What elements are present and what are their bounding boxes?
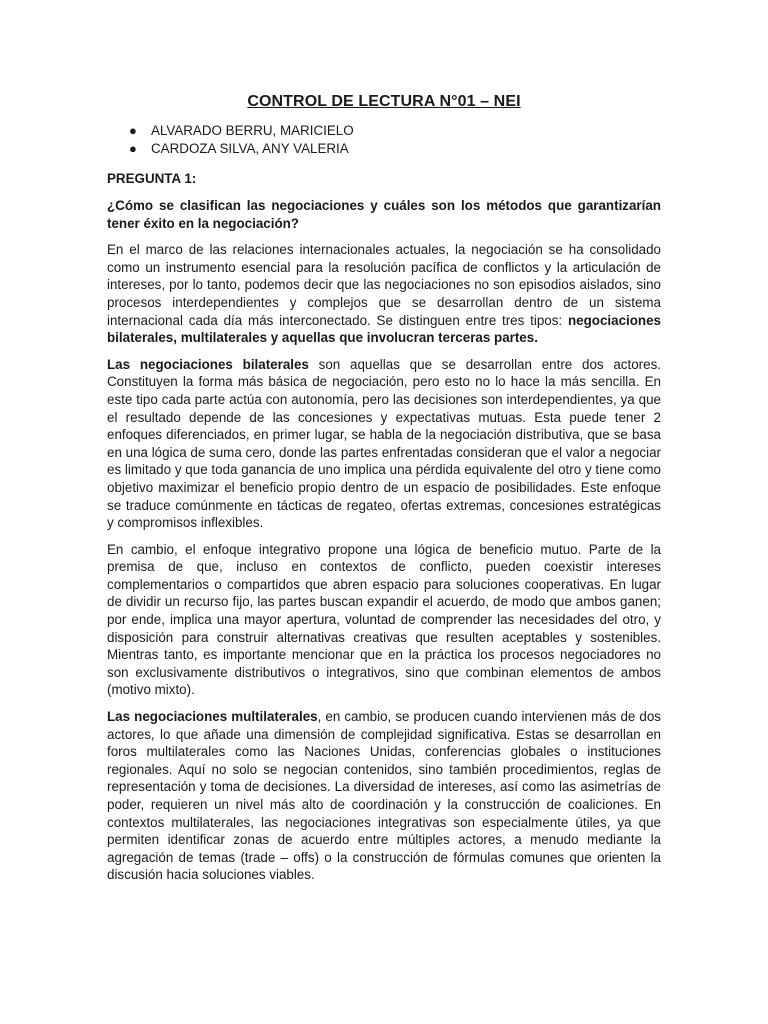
paragraph-bold-text: negociaciones bilaterales, multilaterales y aquellas que involucran terceras partes. <box>107 312 661 346</box>
question-label: PREGUNTA 1: <box>107 171 197 186</box>
paragraph-text: son aquellas que se desarrollan entre dos actores. Constituyen la forma más básica de negociación, pero esto no lo hace la más sencilla. En este tipo cada parte actúa con autonomía, pero las decisiones son interdependientes, ya que el resultado depende de las concesiones y expectativas mutuas. Esta puede tener 2 enfoques diferenciados, en primer lugar, se habla de la negociación distributiva, que se basa en una lógica de suma cero, donde las partes enfrentadas consideran que el valor a negociar es limitado y que toda ganancia de uno implica una pérdida equivalente del otro y tiene como objetivo maximizar el beneficio propio dentro de un espacio de posibilidades. Este enfoque se traduce comúnmente en tácticas de regateo, ofertas extremas, concesiones estratégicas y compromisos inflexibles. <box>107 356 661 531</box>
author-name: CARDOZA SILVA, ANY VALERIA <box>151 141 349 156</box>
paragraph-multilateral <box>107 708 661 884</box>
document-title: CONTROL DE LECTURA N°01 – NEI <box>247 93 521 110</box>
author-item <box>129 140 661 158</box>
question-text: ¿Cómo se clasifican las negociaciones y cuáles son los métodos que garantizarían tener éxito en la negociación? <box>107 198 661 231</box>
author-name: ALVARADO BERRU, MARICIELO <box>151 123 354 138</box>
paragraph-text: En el marco de las relaciones internacionales actuales, la negociación se ha consolidado como un instrumento esencial para la resolución pacífica de conflictos y la articulación de intereses, por lo tanto, podemos decir que las negociaciones no son episodios aislados, sino procesos interdependientes y complejos que se desarrollan dentro de un sistema internacional cada día más interconectado. Se distinguen entre tres tipos: <box>107 242 661 328</box>
paragraph-bold-text: Las negociaciones multilaterales <box>107 709 318 725</box>
paragraph-bold-text: Las negociaciones bilaterales <box>107 356 309 372</box>
author-list <box>107 122 661 158</box>
bullet-icon: ● <box>129 123 137 138</box>
paragraph-bilateral <box>107 356 661 532</box>
author-item <box>129 122 661 140</box>
bullet-icon: ● <box>129 141 137 156</box>
paragraph-integrative <box>107 541 661 699</box>
paragraph-text: , en cambio, se producen cuando intervienen más de dos actores, lo que añade una dimensión de complejidad significativa. Estas se desarrollan en foros multilaterales como las Naciones Unidas, conferencias globales o instituciones regionales. Aquí no solo se negocian contenidos, sino también procedimientos, reglas de representación y toma de decisiones. La diversidad de intereses, así como las asimetrías de poder, requieren un nivel más alto de coordinación y la construcción de coaliciones. En contextos multilaterales, las negociaciones integrativas son especialmente útiles, ya que permiten identificar zonas de acuerdo entre múltiples actores, a menudo mediante la agregación de temas (trade – offs) o la construcción de fórmulas comunes que orienten la discusión hacia soluciones viables. <box>107 709 662 883</box>
paragraph-intro <box>107 241 661 347</box>
paragraph-text: En cambio, el enfoque integrativo propone una lógica de beneficio mutuo. Parte de la premisa de que, incluso en contextos de conflicto, pueden coexistir intereses complementarios o compartidos que abren espacio para soluciones cooperativas. En lugar de dividir un recurso fijo, las partes buscan expandir el acuerdo, de modo que ambos ganen; por ende, implica una mayor apertura, voluntad de comprender las necesidades del otro, y disposición para construir alternativas creativas que resulten aceptables y sostenibles. Mientras tanto, es importante mencionar que en la práctica los procesos negociadores no son exclusivamente distributivos o integrativos, sino que combinan elementos de ambos (motivo mixto). <box>107 541 661 698</box>
